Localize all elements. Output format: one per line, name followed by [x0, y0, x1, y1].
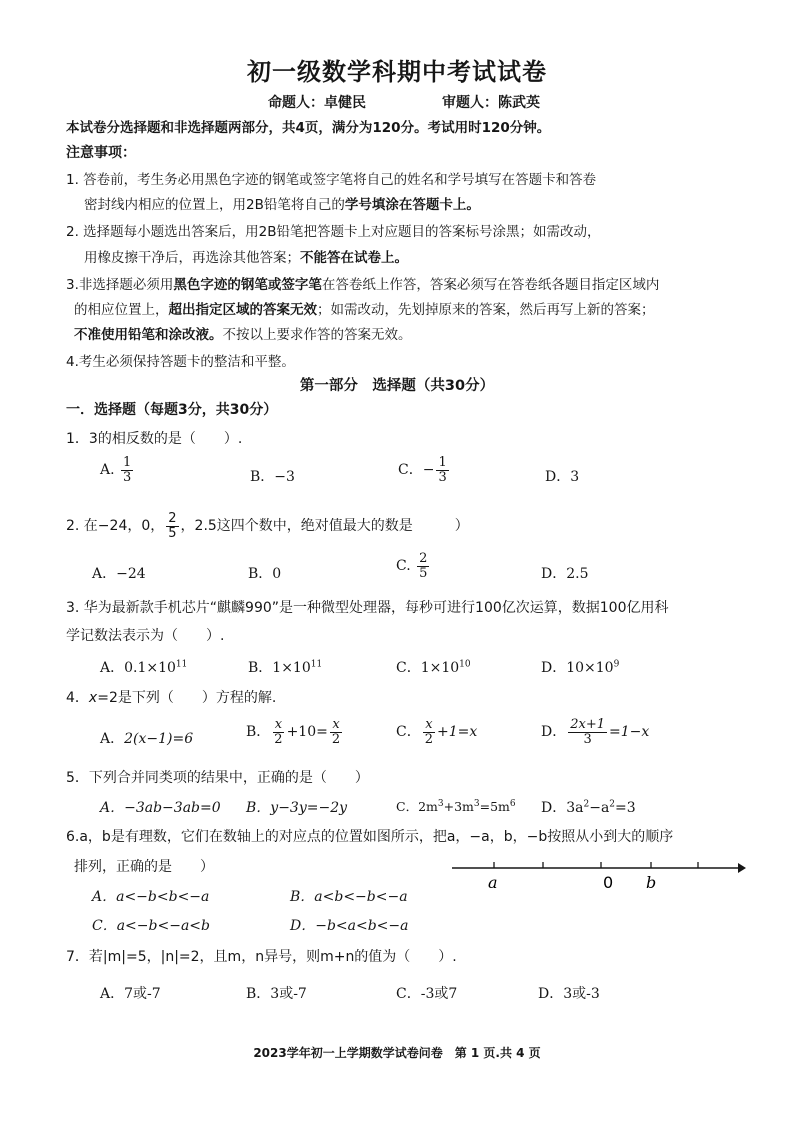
point-label-b: b	[646, 873, 657, 892]
q2-option-a: A．−24	[92, 566, 146, 582]
q6-option-c: C．a<−b<−a<b	[92, 918, 210, 934]
question-6-line-2: 排列，正确的是 ）	[74, 859, 214, 875]
proposer: 命题人：卓健民	[268, 95, 366, 111]
reviewer: 审题人：陈武英	[442, 95, 540, 111]
q1-option-a: A. $\frac{1}{3}$	[100, 455, 132, 485]
page-footer: 2023学年初一上学期数学试卷问卷 第 1 页.共 4 页	[253, 1046, 541, 1060]
number-line-ticks	[494, 862, 698, 868]
note-3-line-1: 3.非选择题必须用黑色字迹的钢笔或签字笔在答卷纸上作答，答案必须写在答卷纸各题目指定区域内	[66, 277, 660, 293]
question-3-line-1: 3. 华为最新款手机芯片“麒麟990”是一种微型处理器，每秒可进行100亿次运算，数据100亿用科	[66, 600, 669, 616]
note-3-line-3: 不准使用铅笔和涂改液。不按以上要求作答的答案无效。	[74, 327, 412, 343]
note-2-line-1: 2. 选择题每小题选出答案后，用2B铅笔把答题卡上对应题目的答案标号涂黑；如需改动，	[66, 224, 601, 240]
note-4: 4.考生必须保持答题卡的整洁和平整。	[66, 354, 295, 370]
question-2-stem: 2. 在−24，0， $\frac{2}{5}$ ，2.5这四个数中，绝对值最大的数是 ）	[66, 511, 469, 541]
question-1-stem: 1．3的相反数的是（ ）.	[66, 431, 243, 447]
q1-option-b: B．−3	[250, 469, 295, 485]
q4-option-c: C． $\frac{x}{2}$ +1=x	[396, 717, 478, 747]
question-5-stem: 5．下列合并同类项的结果中，正确的是（ ）	[66, 770, 369, 786]
q3-option-d: D．$10\times 10^9$	[541, 659, 620, 676]
q4-option-b: B． $\frac{x}{2}$ +10= $\frac{x}{2}$	[246, 717, 341, 747]
q2-option-d: D．2.5	[541, 566, 589, 582]
q5-option-b: B．y−3y=−2y	[246, 800, 348, 816]
q4-option-a: A．2(x−1)=6	[100, 731, 194, 747]
q7-option-d: D．3或-3	[538, 986, 600, 1002]
question-3-line-2: 学记数法表示为（ ）.	[66, 628, 225, 644]
question-7-stem: 7．若|m|=5，|n|=2，且m，n异号，则m+n的值为（ ）.	[66, 949, 457, 965]
q5-option-a: A．−3ab−3ab=0	[100, 800, 221, 816]
note-1-line-1: 1. 答卷前，考生务必用黑色字迹的钢笔或签字笔将自己的姓名和学号填写在答题卡和答卷	[66, 172, 597, 188]
q2-option-c: C. $\frac{2}{5}$	[396, 551, 428, 581]
q6-option-a: A．a<−b<b<−a	[92, 889, 210, 905]
q1-option-c: C．− $\frac{1}{3}$	[398, 455, 447, 485]
q5-option-d: D．$3a^2-a^2=3$	[541, 799, 636, 816]
q7-option-c: C．-3或7	[396, 986, 458, 1002]
q2-option-b: B．0	[248, 566, 282, 582]
q3-option-c: C．$1\times 10^{10}$	[396, 659, 471, 676]
page-title: 初一级数学科期中考试试卷	[247, 58, 547, 86]
q6-option-d: D．−b<a<b<−a	[290, 918, 409, 934]
part-heading: 一．选择题（每题3分，共30分）	[66, 402, 278, 418]
q7-option-a: A．7或-7	[100, 986, 161, 1002]
q1-option-d: D．3	[545, 469, 580, 485]
intro-line: 本试卷分选择题和非选择题两部分，共4页，满分为120分。考试用时120分钟。	[66, 120, 551, 136]
notes-heading: 注意事项：	[66, 145, 136, 161]
note-3-line-2: 的相应位置上，超出指定区域的答案无效；如需改动，先划掉原来的答案，然后再写上新的答案；	[74, 302, 655, 318]
q4-option-d: D． $\frac{2x+1}{3}$ =1−x	[541, 717, 650, 747]
point-label-a: a	[488, 873, 498, 892]
number-line-arrow	[738, 863, 746, 873]
q6-option-b: B．a<b<−b<−a	[290, 889, 408, 905]
q7-option-b: B．3或-7	[246, 986, 307, 1002]
q5-option-c: C．$2m^3+3m^3=5m^6$	[396, 798, 516, 814]
point-label-zero: 0	[603, 873, 614, 892]
note-1-line-2: 密封线内相应的位置上，用2B铅笔将自己的学号填涂在答题卡上。	[84, 197, 480, 213]
q3-option-b: B．$1\times 10^{11}$	[248, 659, 323, 676]
section-title: 第一部分 选择题（共30分）	[299, 378, 495, 394]
question-4-stem: 4．x=2是下列（ ）方程的解.	[66, 690, 277, 706]
number-line-diagram	[448, 856, 748, 896]
note-2-line-2: 用橡皮擦干净后，再选涂其他答案；不能答在试卷上。	[84, 250, 408, 266]
question-6-line-1: 6.a，b是有理数，它们在数轴上的对应点的位置如图所示，把a，−a，b，−b按照从小到大的顺序	[66, 829, 674, 845]
q3-option-a: A．$0.1\times 10^{11}$	[100, 659, 188, 676]
